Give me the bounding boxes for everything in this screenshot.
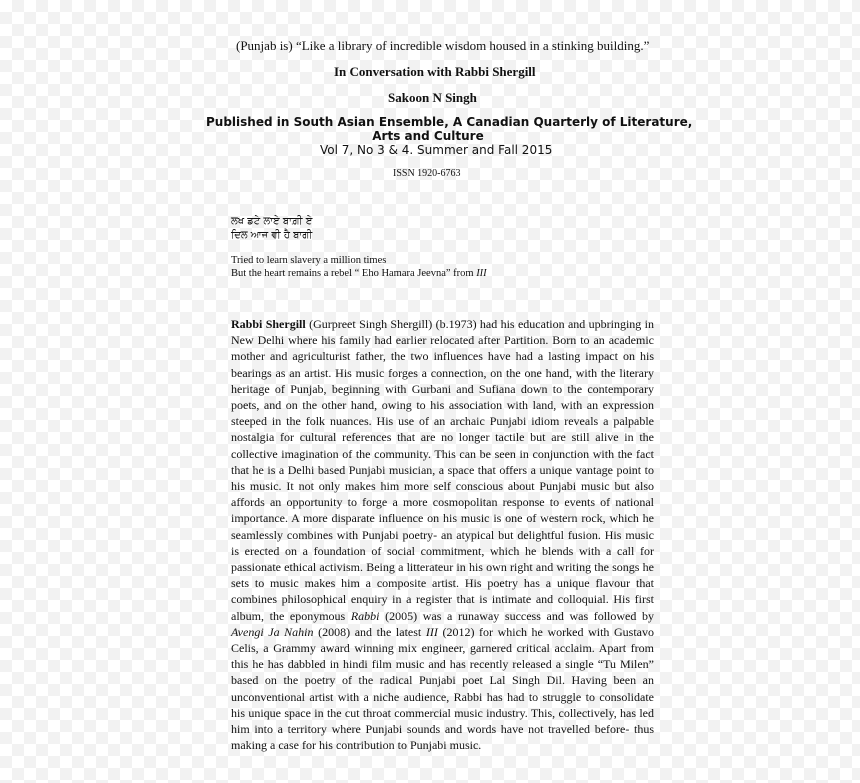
gurmukhi-verse-line-1: ਲਖ ਡਟੇ ਲਾਏ ਬਾਗ਼ੀ ਏ bbox=[231, 216, 313, 227]
issn: ISSN 1920-6763 bbox=[393, 168, 461, 179]
body-paragraph bbox=[231, 316, 654, 753]
translation-line-2 bbox=[231, 268, 487, 279]
article-title: In Conversation with Rabbi Shergill bbox=[334, 64, 536, 79]
gurmukhi-verse-line-2: ਦਿਲ ਆਜ ਵੀ ਹੈ ਬਾਗੀ bbox=[231, 230, 313, 241]
artist-name: Rabbi Shergill bbox=[231, 317, 306, 331]
translation-line-1: Tried to learn slavery a million times bbox=[231, 255, 387, 266]
publication-volume: Vol 7, No 3 & 4. Summer and Fall 2015 bbox=[320, 143, 553, 157]
body-text-part-4: (2012) for which he worked with Gustavo Celis, a Grammy award winning mix engineer, garnered critical acclaim. Apart from this he has dabbled in hindi film music and has recently released a single “Tu Milen” based on the poetry of the radical Punjabi poet Lal Singh Dil. Having been an unconventional artist with a niche audience, Rabbi has had to struggle to consolidate his unique space in the cut throat commercial music industry. This, collectively, has led him into a territory where Punjabi sounds and words have not travelled before- thus making a case for his contribution to Punjabi music. bbox=[231, 624, 654, 753]
body-text-part-2: (2005) was a runaway success and was followed by bbox=[379, 608, 654, 623]
publication-line-2: Arts and Culture bbox=[372, 129, 484, 143]
publication-line-1: Published in South Asian Ensemble, A Canadian Quarterly of Literature, bbox=[206, 115, 693, 129]
album-title-iii-body: III bbox=[425, 624, 438, 639]
album-title-rabbi: Rabbi bbox=[350, 608, 380, 623]
album-title-avengi-ja-nahin: Avengi Ja Nahin bbox=[231, 624, 314, 639]
body-text-part-3: (2008) and the latest bbox=[313, 624, 426, 639]
epigraph: (Punjab is) “Like a library of incredible wisdom housed in a stinking building.” bbox=[236, 38, 650, 53]
album-title-iii: III bbox=[476, 268, 487, 279]
translation-line-2-text: But the heart remains a rebel “ Eho Hamara Jeevna” from bbox=[231, 268, 477, 279]
author-name: Sakoon N Singh bbox=[388, 90, 477, 105]
body-text-part-1: (Gurpreet Singh Shergill) (b.1973) had his education and upbringing in New Delhi where his family had earlier relocated after Partition. Born to an academic mother and agriculturist father, the two influences have had a lasting impact on his bearings as an artist. His music forges a connection, on the one hand, with the literary heritage of Punjab, beginning with Gurbani and Sufiana down to the contemporary poets, and on the other hand, owing to his association with land, with an expression steeped in the folk nuances. His use of an archaic Punjabi idiom reveals a palpable nostalgia for cultural references that are no longer tactile but are still alive in the collective imagination of the community. This can be seen in conjunction with the fact that he is a Delhi based Punjabi musician, a space that offers a unique vantage point to his music. It not only makes him more self conscious about Punjabi music but also affords an opportunity to forge a more cosmopolitan response to events of national importance. A more disparate influence on his music is one of western rock, which he seamlessly combines with Punjabi poetry- an atypical but delightful fusion. His music is erected on a foundation of social commitment, which he blends with a call for passionate ethical activism. Being a litterateur in his own right and writing the songs he sets to music makes him a composite artist. His poetry has a unique flavour that combines philosophical enquiry in a register that is intimate and colloquial. His first album, the eponymous bbox=[231, 317, 655, 623]
